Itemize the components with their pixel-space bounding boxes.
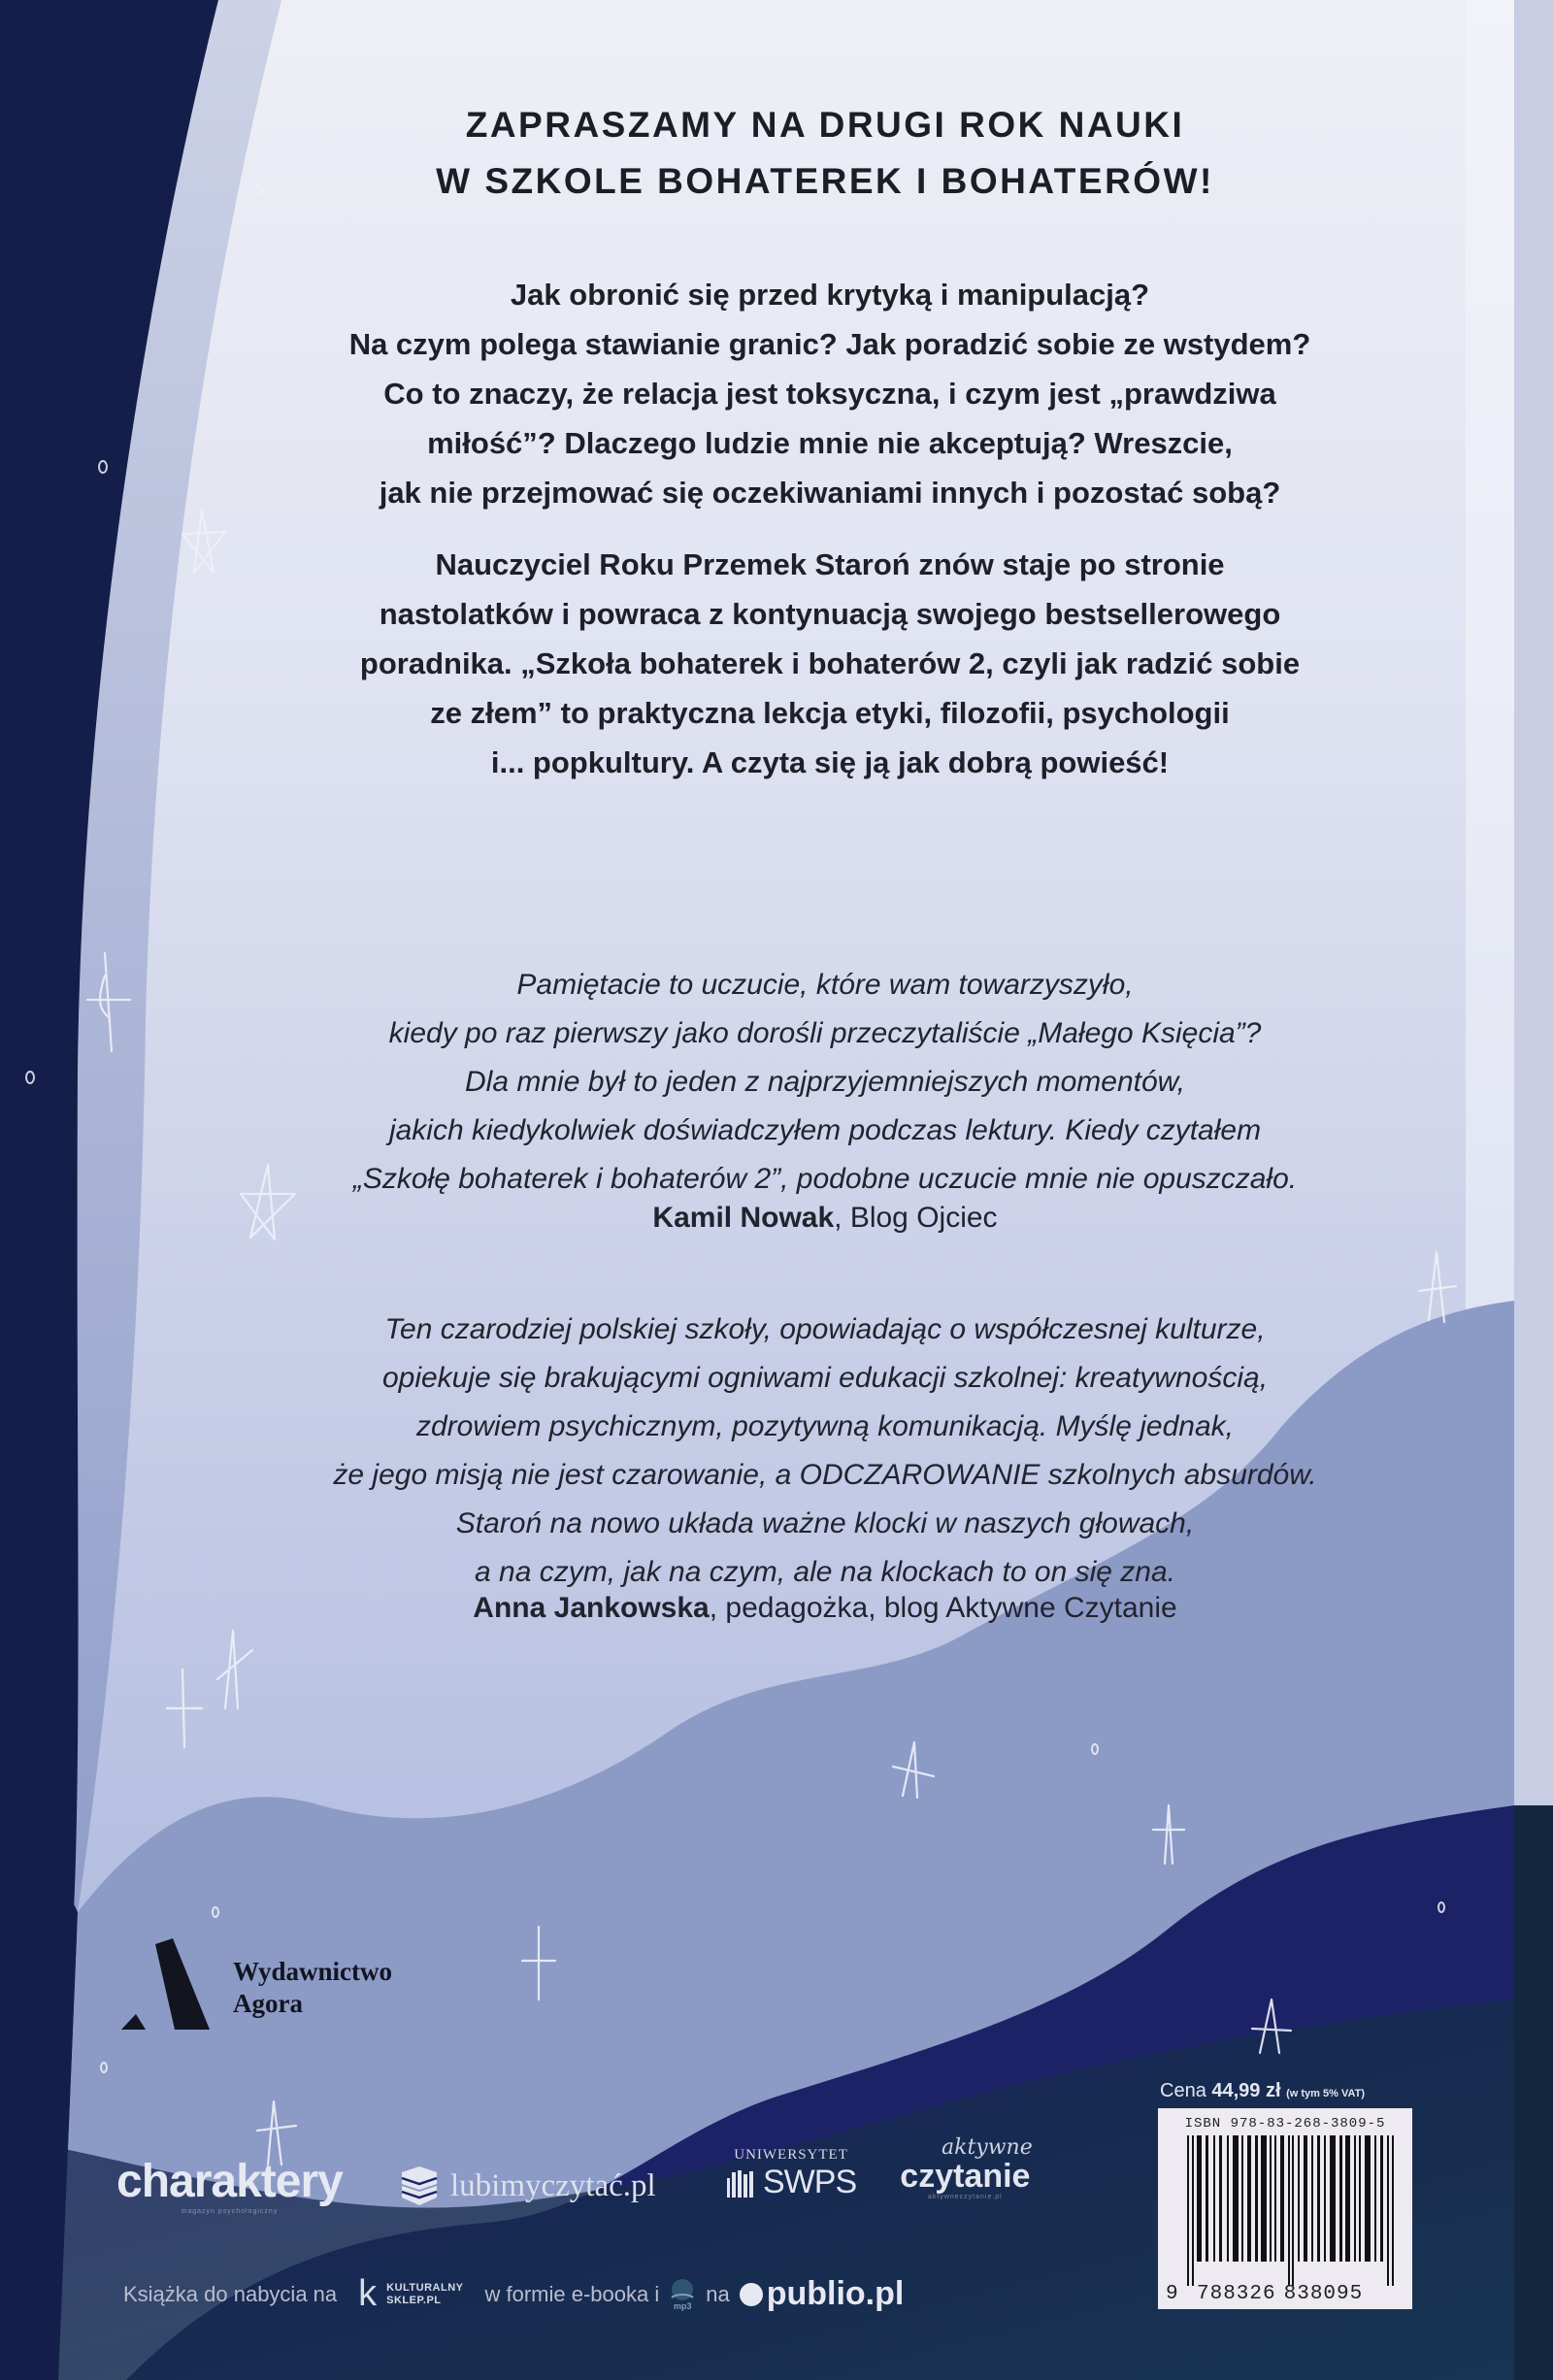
blurb-line: Dla mnie był to jeden z najprzyjemniejszych momentów, <box>465 1066 1185 1098</box>
price-vat-note: (w tym 5% VAT) <box>1286 2088 1365 2099</box>
intro-questions <box>272 270 1388 517</box>
description-line: Nauczyciel Roku Przemek Staroń znów staje po stronie <box>435 547 1225 581</box>
blurb-line: zdrowiem psychicznym, pozytywną komunikacją. Myślę jednak, <box>416 1410 1234 1442</box>
ean-first-digit: 9 <box>1166 2283 1178 2305</box>
isbn-number: ISBN 978-83-268-3809-5 <box>1184 2116 1386 2132</box>
availability-middle: w formie e-booka i <box>484 2281 660 2306</box>
blurb-line: jakich kiedykolwiek doświadczyłem podczas lektury. Kiedy czytałem <box>388 1114 1262 1146</box>
intro-line: jak nie przejmować się oczekiwaniami innych i pozostać sobą? <box>379 476 1281 510</box>
availability-prefix: Książka do nabycia na <box>123 2281 338 2306</box>
mp3-label: mp3 <box>673 2300 692 2311</box>
price-prefix: Cena <box>1160 2080 1206 2101</box>
blurb-line: „Szkołę bohaterek i bohaterów 2”, podobne uczucie mnie nie opuszczało. <box>352 1163 1298 1195</box>
charaktery-logo <box>116 2155 343 2215</box>
publio-logo <box>740 2275 905 2313</box>
blurb-source: , Blog Ojciec <box>834 1202 998 1234</box>
publisher-logo <box>116 1936 392 2033</box>
intro-line: Jak obronić się przed krytyką i manipulacją? <box>510 278 1150 312</box>
swps-bottom-text: SWPS <box>763 2164 857 2200</box>
description-line: nastolatków i powraca z kontynuacją swojego bestsellerowego <box>379 597 1281 631</box>
books-stack-icon <box>398 2165 439 2207</box>
ean-group-2: 838095 <box>1283 2283 1364 2305</box>
blurb-line: a na czym, jak na czym, ale na klockach to on się zna. <box>474 1556 1175 1588</box>
store-name-line-1: KULTURALNY <box>386 2281 464 2294</box>
blurb-line: że jego misją nie jest czarowanie, a ODCZAROWANIE szkolnych absurdów. <box>333 1459 1317 1491</box>
kulturalny-k-icon: k <box>358 2273 378 2314</box>
publisher-name-line-1: Wydawnictwo <box>233 1957 393 1986</box>
blurb-kamil-nowak <box>291 961 1359 1204</box>
blurb-author: Kamil Nowak <box>652 1202 835 1234</box>
description-line: poradnika. „Szkoła bohaterek i bohaterów 2, czyli jak radzić sobie <box>359 646 1301 680</box>
blurb-attribution <box>291 1202 1359 1235</box>
agora-logo-icon <box>116 1936 214 2033</box>
headline <box>291 97 1359 210</box>
charaktery-tagline: magazyn psychologiczny <box>181 2208 279 2215</box>
headline-line-1: ZAPRASZAMY NA DRUGI ROK NAUKI <box>465 105 1185 145</box>
lubimyczytac-name: lubimyczytać.pl <box>450 2167 656 2203</box>
swps-top-text: UNIWERSYTET <box>734 2147 848 2163</box>
blurb-author: Anna Jankowska <box>473 1592 710 1624</box>
aktywne-czytanie-url: aktywneczytanie.pl <box>927 2194 1003 2200</box>
kulturalny-sklep-logo <box>358 2273 463 2315</box>
barcode-bars-icon <box>1187 2135 1396 2286</box>
czytanie-text: czytanie <box>900 2158 1031 2195</box>
partner-logos <box>116 2126 1087 2223</box>
blurb-line: kiedy po raz pierwszy jako dorośli przeczytaliście „Małego Księcia”? <box>388 1017 1262 1049</box>
description-line: i... popkultury. A czyta się ją jak dobrą powieść! <box>490 745 1170 779</box>
aktywne-script-text: aktywne <box>942 2135 1033 2160</box>
availability-na: na <box>706 2281 730 2306</box>
blurb-anna-jankowska <box>291 1306 1359 1597</box>
ean-group-1: 788326 <box>1197 2283 1276 2305</box>
publio-circle-icon <box>740 2283 763 2306</box>
headline-line-2: W SZKOLE BOHATEREK I BOHATERÓW! <box>436 161 1214 201</box>
people-silhouettes-icon <box>726 2168 757 2198</box>
price-amount: 44,99 zł <box>1211 2080 1281 2101</box>
lubimyczytac-logo <box>398 2165 656 2207</box>
blurb-line: Pamiętacie to uczucie, które wam towarzyszyło, <box>516 969 1134 1001</box>
availability-line <box>123 2273 904 2315</box>
charaktery-name: charaktery <box>116 2156 343 2207</box>
swps-logo <box>726 2147 856 2201</box>
intro-line: Co to znaczy, że relacja jest toksyczna, i czym jest „prawdziwa <box>383 377 1276 411</box>
aktywne-czytanie-logo <box>898 2137 1033 2200</box>
store-name-line-2: SKLEP.PL <box>386 2294 442 2306</box>
isbn-barcode <box>1158 2108 1412 2309</box>
blurb-line: opiekuje się brakującymi ogniwami edukacji szkolnej: kreatywnością, <box>381 1362 1269 1394</box>
book-description <box>272 540 1388 787</box>
mp3-audiobook-logo <box>669 2278 696 2311</box>
blurb-source: , pedagożka, blog Aktywne Czytanie <box>709 1592 1177 1624</box>
headphones-icon <box>669 2278 696 2301</box>
blurb-attribution <box>291 1592 1359 1625</box>
publisher-name-line-2: Agora <box>233 1989 303 2018</box>
blurb-line: Staroń na nowo układa ważne klocki w naszych głowach, <box>455 1507 1195 1539</box>
intro-line: miłość”? Dlaczego ludzie mnie nie akceptują? Wreszcie, <box>427 426 1233 460</box>
publio-name: publio.pl <box>766 2275 905 2312</box>
description-line: ze złem” to praktyczna lekcja etyki, filozofii, psychologii <box>430 696 1230 730</box>
intro-line: Na czym polega stawianie granic? Jak poradzić sobie ze wstydem? <box>348 327 1311 361</box>
ean-digits <box>1166 2283 1408 2305</box>
price-label <box>1160 2080 1365 2102</box>
blurb-line: Ten czarodziej polskiej szkoły, opowiadając o współczesnej kulturze, <box>384 1313 1266 1345</box>
